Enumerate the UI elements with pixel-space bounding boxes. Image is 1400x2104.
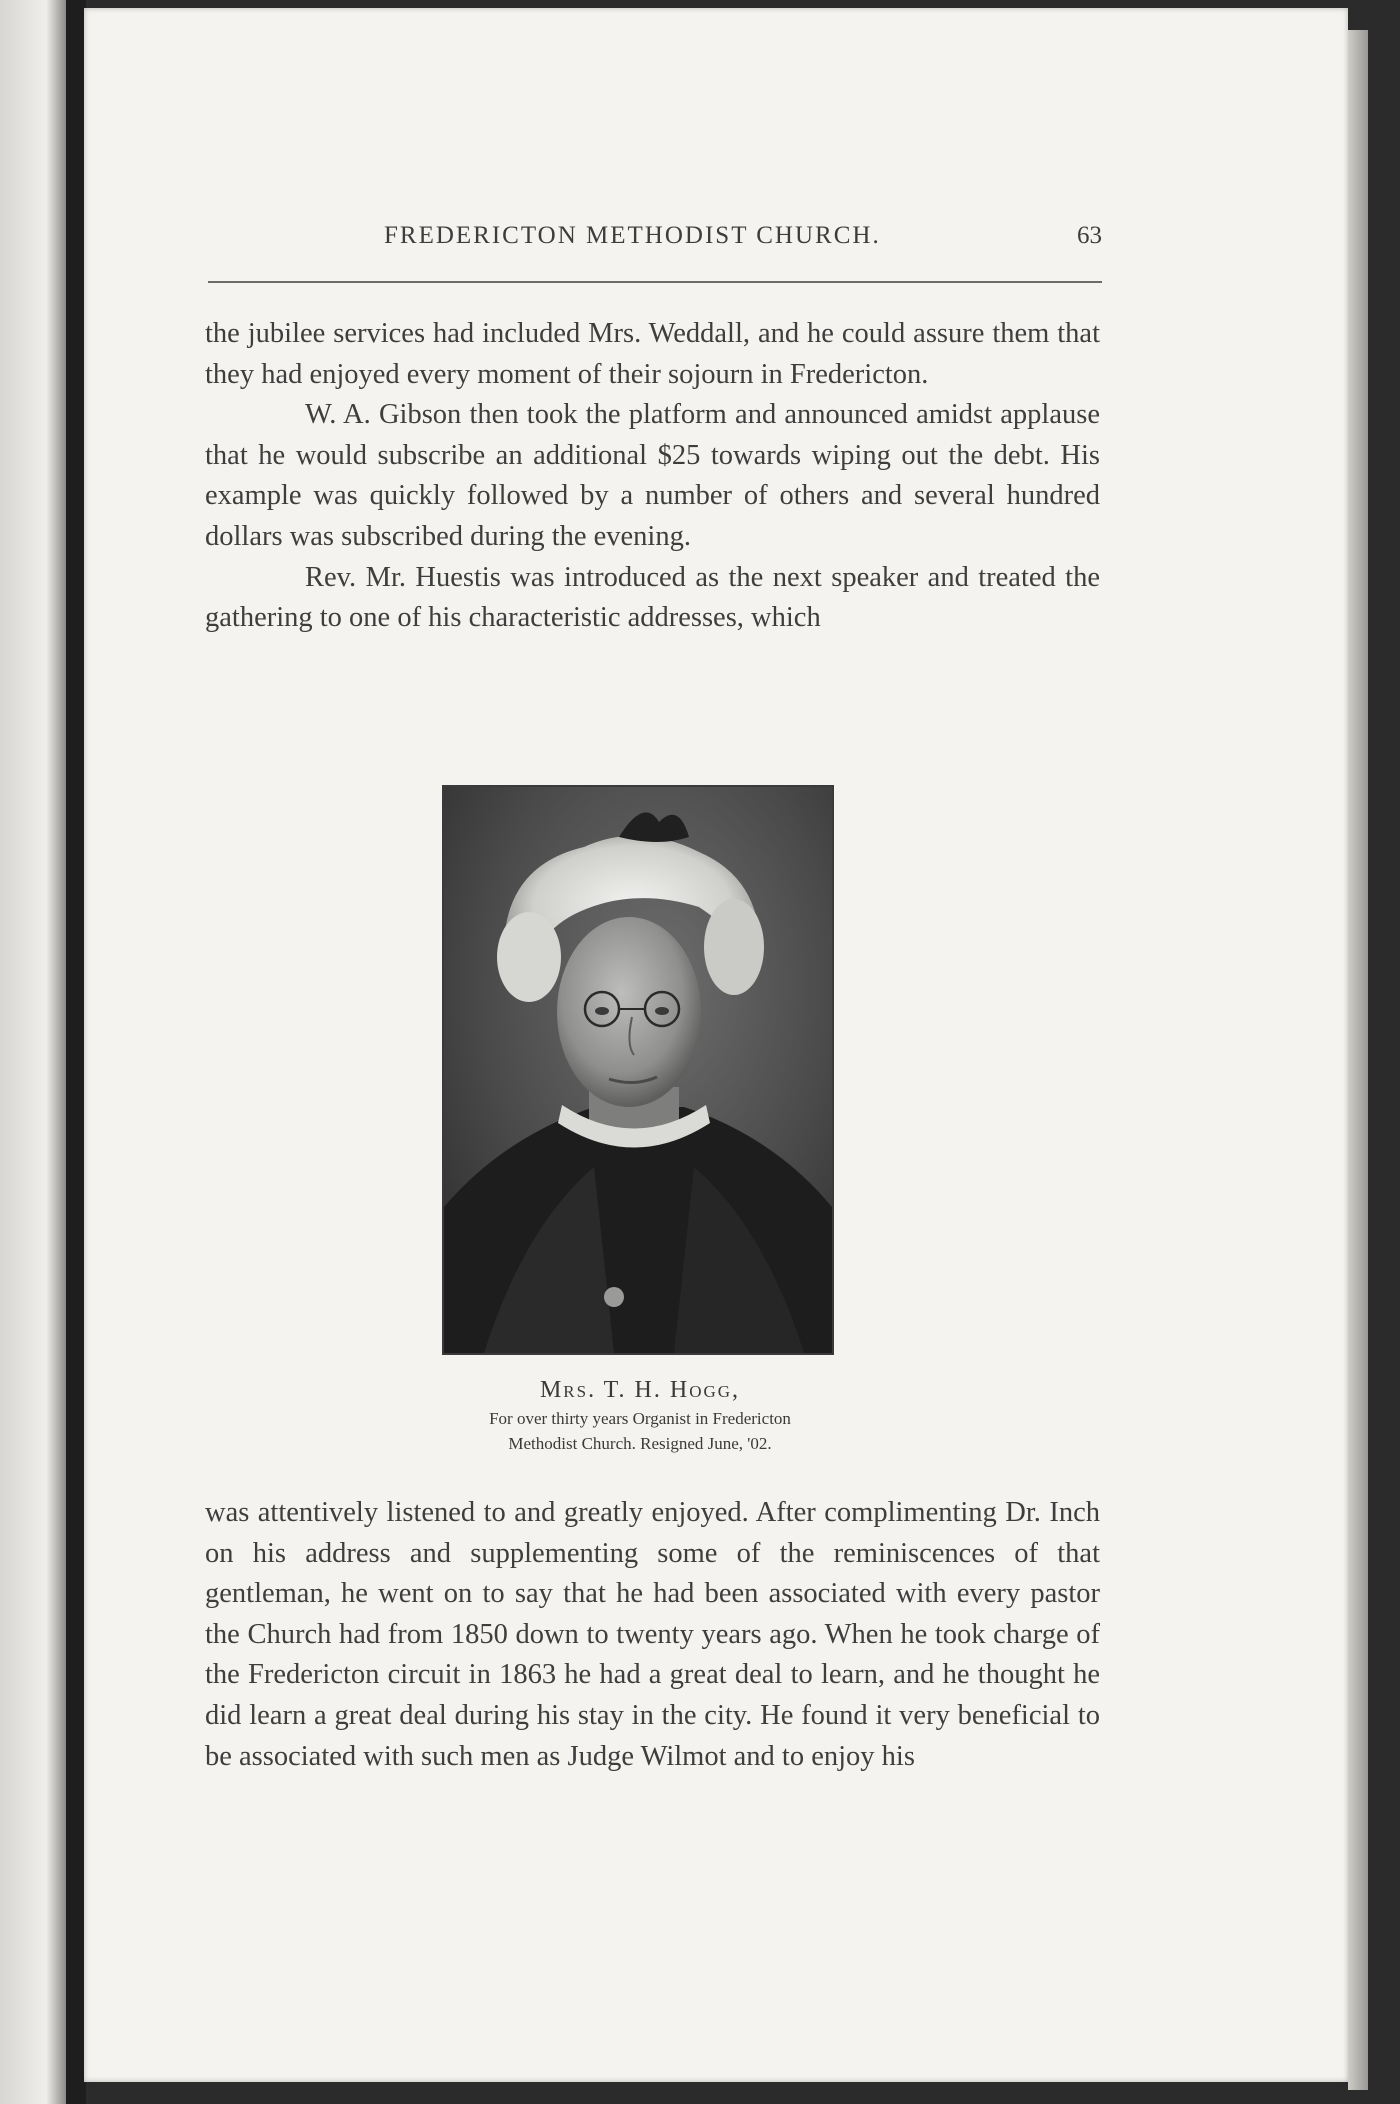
paragraph-huestis-continued: was attentively listened to and greatly enjoyed. After complimenting Dr. Inch on his address and supplementing some of the reminiscences of that gentleman, he went on to say that he had been associated with every pastor the Church had from 1850 down to twenty years ago. When he took charge of the Fredericton circuit in 1863 he had a great deal to learn, and he thought he did learn a great deal during his stay in the city. He found it very beneficial to be associated with such men as Judge Wilmot and to enjoy his — [205, 1497, 1100, 1772]
paragraph-continuation: the jubilee services had included Mrs. Weddall, and he could assure them that they had enjoyed every moment of their sojourn in Fredericton. — [205, 318, 1100, 390]
body-text-top — [205, 314, 1100, 639]
running-head-title: FREDERICTON METHODIST CHURCH. — [384, 222, 881, 249]
header-rule — [208, 281, 1102, 283]
page-number: 63 — [1077, 222, 1102, 249]
book-gutter — [66, 0, 86, 2104]
caption-line-2: Methodist Church. Resigned June, '02. — [508, 1434, 772, 1453]
caption-line-1: For over thirty years Organist in Fredericton — [489, 1409, 791, 1428]
photo-caption — [400, 1374, 880, 1456]
portrait-image — [444, 787, 832, 1353]
caption-name: Mrs. T. H. Hogg, — [539, 1377, 741, 1403]
body-text-bottom — [205, 1493, 1100, 1777]
paragraph-gibson: W. A. Gibson then took the platform and announced amidst applause that he would subscribe an additional $25 towards wiping out the debt. His example was quickly followed by a number of others and several hundred dollars was subscribed during the evening. — [205, 399, 1100, 552]
running-head — [208, 222, 1102, 262]
page-edge-right — [1348, 30, 1368, 2090]
adjacent-page-edge — [0, 0, 66, 2104]
paragraph-huestis: Rev. Mr. Huestis was introduced as the next speaker and treated the gathering to one of his characteristic addresses, which — [205, 561, 1100, 634]
portrait-photo — [442, 785, 834, 1355]
